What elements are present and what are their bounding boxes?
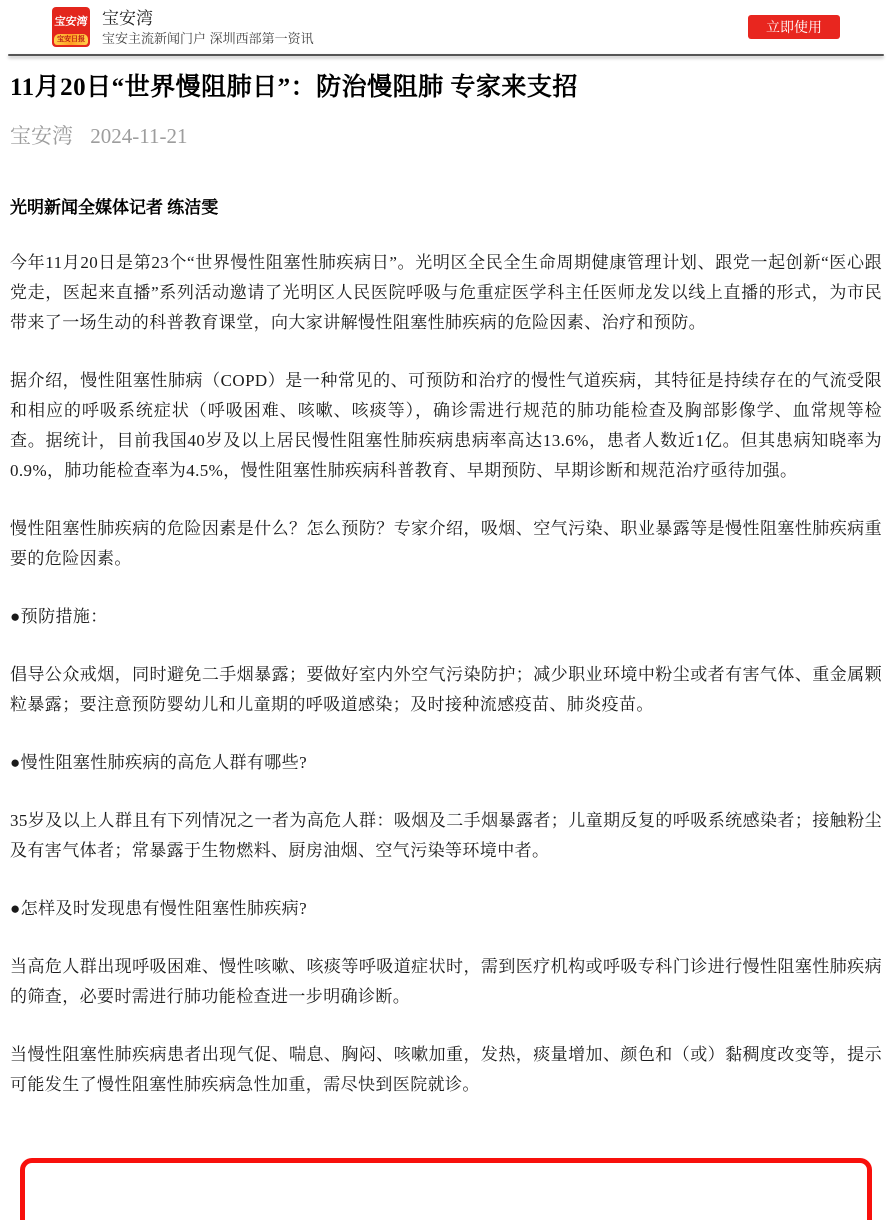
article-paragraph: 当高危人群出现呼吸困难、慢性咳嗽、咳痰等呼吸道症状时，需到医疗机构或呼吸专科门诊进行慢性阻塞性肺疾病的筛查，必要时需进行肺功能检查进一步明确诊断。: [10, 957, 882, 1006]
header-divider: [8, 54, 884, 56]
brand-name: 宝安湾: [102, 8, 153, 28]
article-paragraph: 倡导公众戒烟，同时避免二手烟暴露；要做好室内外空气污染防护；减少职业环境中粉尘或者有害气体、重金属颗粒暴露；要注意预防婴幼儿和儿童期的呼吸道感染；及时接种流感疫苗、肺炎疫苗。: [10, 665, 882, 714]
article-paragraph: 35岁及以上人群且有下列情况之一者为高危人群：吸烟及二手烟暴露者；儿童期反复的呼吸系统感染者；接触粉尘及有害气体者；常暴露于生物燃料、厨房油烟、空气污染等环境中者。: [10, 811, 882, 860]
article: [0, 70, 892, 1220]
section-heading: ●慢性阻塞性肺疾病的高危人群有哪些?: [10, 753, 308, 772]
article-meta: [10, 123, 882, 150]
promo-box[interactable]: [20, 1158, 872, 1220]
site-logo: [52, 7, 90, 47]
article-date: 2024-11-21: [90, 124, 188, 148]
site-logo-text: 宝安湾: [53, 16, 89, 28]
section-heading: ●怎样及时发现患有慢性阻塞性肺疾病?: [10, 899, 308, 918]
section-heading: ●预防措施：: [10, 607, 108, 626]
brand-tagline: 宝安主流新闻门户 深圳西部第一资讯: [102, 30, 314, 46]
article-paragraph: 今年11月20日是第23个“世界慢性阻塞性肺疾病日”。光明区全民全生命周期健康管理计划、跟党一起创新“医心跟党走，医起来直播”系列活动邀请了光明区人民医院呼吸与危重症医学科主任医师龙发以线上直播的形式，为市民带来了一场生动的科普教育课堂，向大家讲解慢性阻塞性肺疾病的危险因素、治疗和预防。: [10, 253, 882, 332]
article-paragraph: 当慢性阻塞性肺疾病患者出现气促、喘息、胸闷、咳嗽加重，发热，痰量增加、颜色和（或）黏稠度改变等，提示可能发生了慢性阻塞性肺疾病急性加重，需尽快到医院就诊。: [10, 1045, 882, 1094]
article-paragraph: 慢性阻塞性肺疾病的危险因素是什么？怎么预防？专家介绍，吸烟、空气污染、职业暴露等是慢性阻塞性肺疾病重要的危险因素。: [10, 519, 882, 568]
article-body: [10, 248, 882, 1100]
brand-block: [102, 8, 748, 47]
article-paragraph: 据介绍，慢性阻塞性肺病（COPD）是一种常见的、可预防和治疗的慢性气道疾病，其特征是持续存在的气流受限和相应的呼吸系统症状（呼吸困难、咳嗽、咳痰等），确诊需进行规范的肺功能检查及胸部影像学、血常规等检查。据统计，目前我国40岁及以上居民慢性阻塞性肺疾病患病率高达13.6%，患者人数近1亿。但其患病知晓率为0.9%，肺功能检查率为4.5%，慢性阻塞性肺疾病科普教育、早期预防、早期诊断和规范治疗亟待加强。: [10, 371, 882, 480]
use-now-button[interactable]: 立即使用: [748, 15, 840, 39]
site-header: [0, 0, 892, 54]
article-source: 宝安湾: [10, 124, 73, 148]
article-title: 11月20日“世界慢阻肺日”：防治慢阻肺 专家来支招: [10, 74, 578, 101]
article-author: 光明新闻全媒体记者 练洁雯: [10, 198, 219, 217]
site-logo-subtext: 宝安日报: [54, 34, 88, 45]
